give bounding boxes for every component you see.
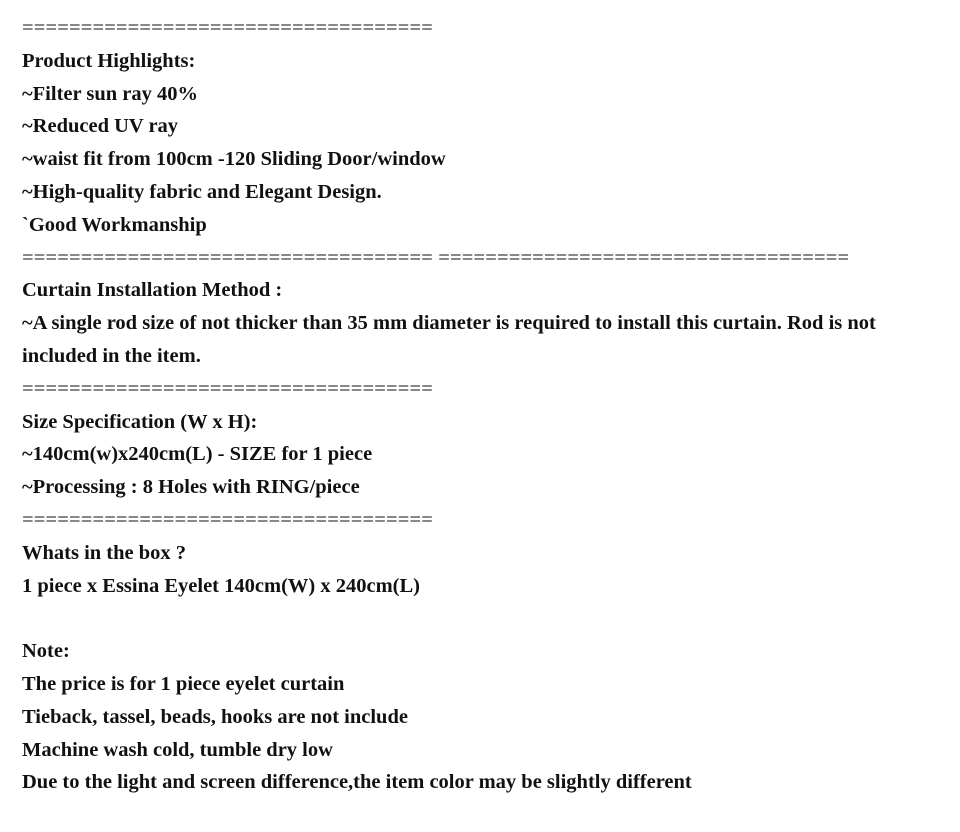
installation-text: ~A single rod size of not thicker than 35 mm diameter is required to install this curtain. Rod is not included in the item.: [22, 312, 876, 367]
product-description: [22, 12, 942, 799]
highlights-heading: Product Highlights:: [22, 49, 196, 72]
separator-line: ===================================: [22, 17, 433, 39]
size-item: ~Processing : 8 Holes with RING/piece: [22, 476, 360, 499]
box-contents: 1 piece x Essina Eyelet 140cm(W) x 240cm(L): [22, 574, 420, 597]
size-item: ~140cm(w)x240cm(L) - SIZE for 1 piece: [22, 443, 373, 466]
separator-line: ===================================: [22, 508, 433, 531]
separator-line-double: =================================== ===================================: [22, 246, 850, 269]
installation-heading: Curtain Installation Method :: [22, 279, 283, 302]
highlight-item: ~waist fit from 100cm -120 Sliding Door/window: [22, 148, 446, 171]
highlight-item: ~High-quality fabric and Elegant Design.: [22, 180, 382, 203]
box-heading: Whats in the box ?: [22, 541, 187, 564]
note-item: The price is for 1 piece eyelet curtain: [22, 672, 345, 695]
highlight-item: ~Reduced UV ray: [22, 115, 179, 138]
note-item: Tieback, tassel, beads, hooks are not include: [22, 705, 408, 728]
highlight-item: `Good Workmanship: [22, 213, 207, 236]
note-heading: Note:: [22, 640, 70, 663]
separator-line: ===================================: [22, 377, 433, 400]
size-heading: Size Specification (W x H):: [22, 410, 258, 433]
note-item: Machine wash cold, tumble dry low: [22, 738, 333, 761]
note-item: Due to the light and screen difference,the item color may be slightly different: [22, 771, 692, 794]
blank-line: [22, 602, 942, 635]
highlight-item: ~Filter sun ray 40%: [22, 82, 198, 105]
